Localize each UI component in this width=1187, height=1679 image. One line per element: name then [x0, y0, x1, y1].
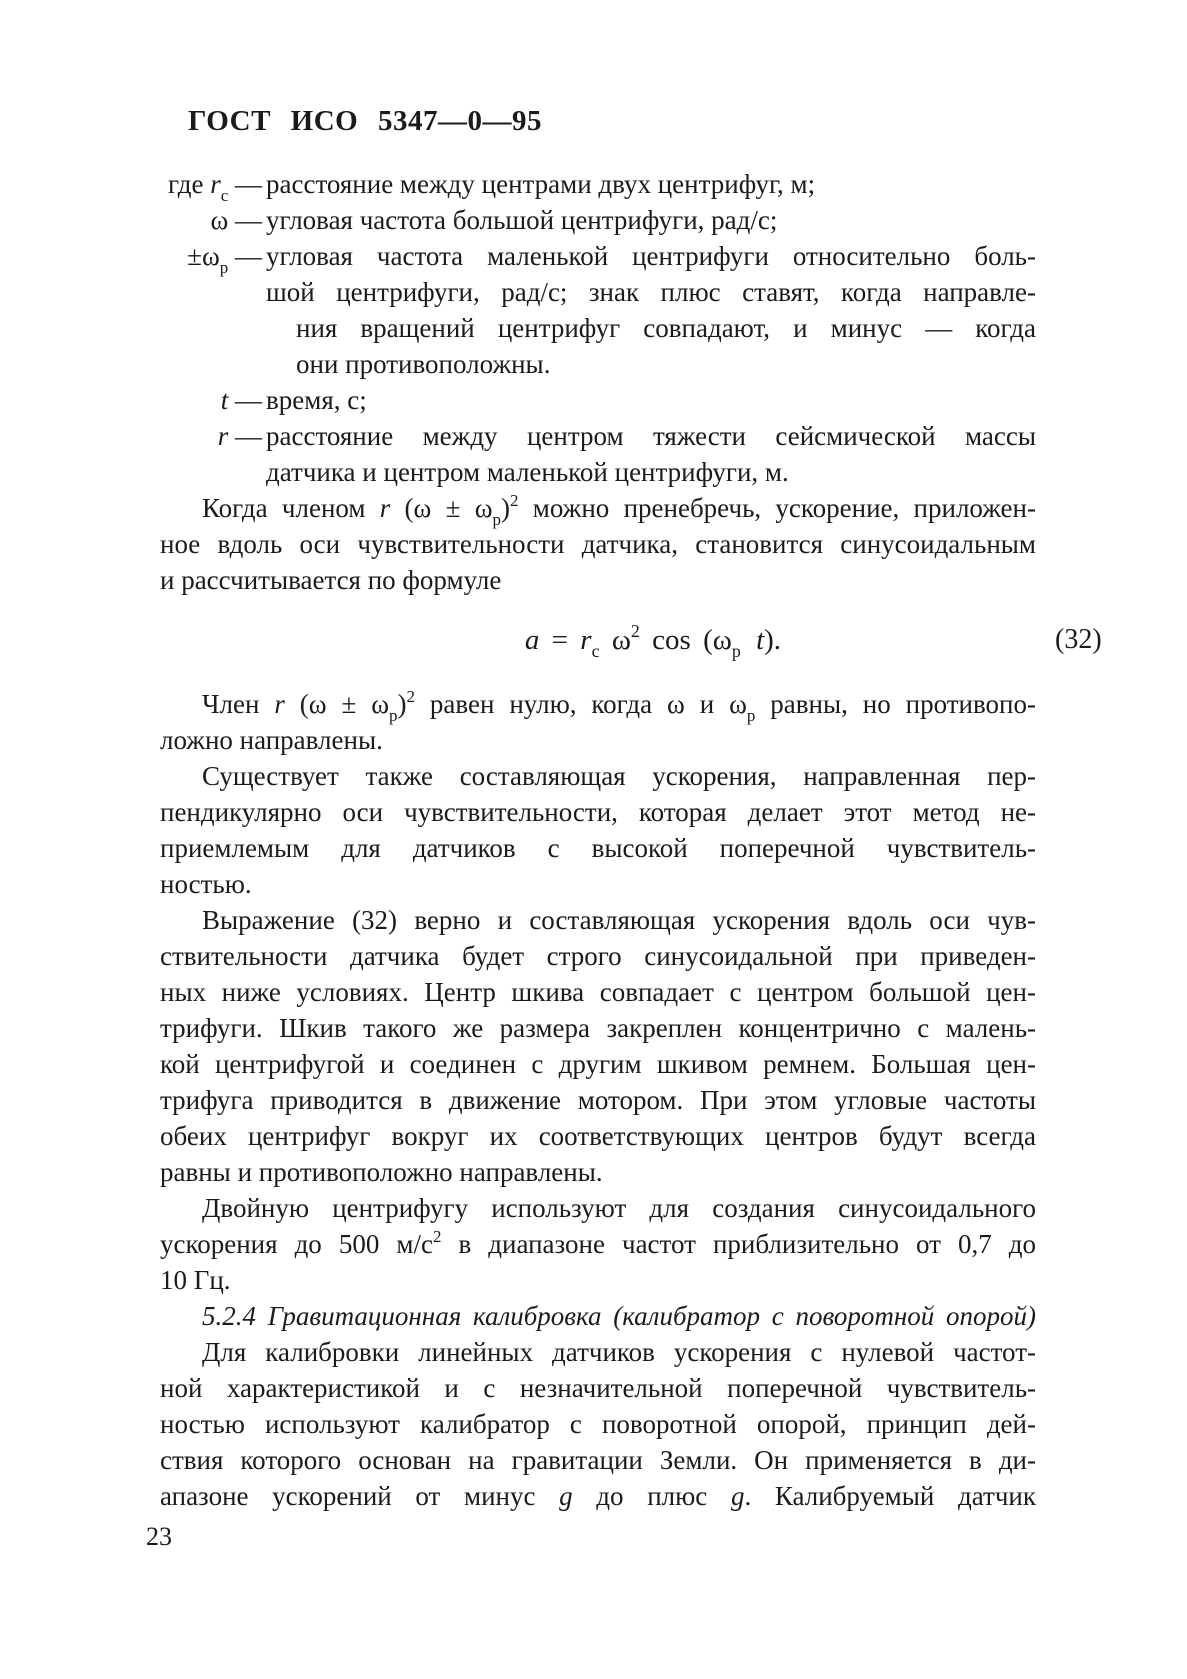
definition-text: расстояние между центром тяжести сейсмической массы — [266, 421, 1036, 451]
standard-code: ГОСТ ИСО 5347—0—95 — [188, 105, 542, 137]
text-line: пендикулярно оси чувствительности, которая делает этот метод не- — [160, 797, 1036, 827]
text-line: равны и противоположно направлены. — [160, 1157, 603, 1187]
text-line: ностью используют калибратор с поворотной опорой, принцип дей- — [160, 1409, 1036, 1439]
definition-term: ω — — [210, 205, 262, 235]
text-line: 10 Гц. — [160, 1265, 231, 1295]
equation-number: (32) — [1055, 624, 1102, 655]
equation-body: $a = r_c$ $\omega^2$ $\cos (\omega_p$ t). — [524, 621, 782, 661]
equation-32 — [160, 620, 1102, 661]
definition-list — [160, 166, 1036, 490]
paragraph-perpendicular-component — [160, 758, 1036, 902]
definition-item-rc — [160, 166, 1036, 205]
text-line: ния вращений центрифуг совпадают, и минус — когда — [296, 313, 1036, 343]
definition-item-omega — [160, 202, 1036, 238]
text-line: ложно направлены. — [160, 725, 383, 755]
text-line: приемлемым для датчиков с высокой поперечной чувствитель- — [160, 833, 1036, 863]
text-line: Существует также составляющая ускорения, направленная пер- — [202, 761, 1036, 791]
text-line: Член r $(\omega \pm \omega_p)^2$ равен нулю, когда ω и $\omega_p$ равны, но противопо- — [202, 687, 1036, 725]
text-line: ных ниже условиях. Центр шкива совпадает с центром большой цен- — [160, 977, 1036, 1007]
definition-text: время, с; — [266, 385, 367, 415]
paragraph-term-negligible — [160, 490, 1036, 598]
definition-term: r — — [217, 421, 262, 451]
definition-term: t — — [220, 385, 262, 415]
definition-item-t — [160, 382, 1036, 418]
definition-item-r — [160, 418, 1036, 454]
text-line: апазоне ускорений от минус g до плюс g. Калибруемый датчик — [160, 1481, 1036, 1511]
paragraph-double-centrifuge — [160, 1190, 1036, 1298]
text-line: кой центрифугой и соединен с другим шкивом ремнем. Большая цен- — [160, 1049, 1036, 1079]
text-line: ное вдоль оси чувствительности датчика, становится синусоидальным — [160, 529, 1036, 559]
paragraph-term-zero — [160, 686, 1036, 758]
text-line: трифуги. Шкив такого же размера закреплен концентрично с малень- — [160, 1013, 1036, 1043]
text-line: трифуга приводится в движение мотором. При этом угловые частоты — [160, 1085, 1036, 1115]
text-line: обеих центрифуг вокруг их соответствующих центров будут всегда — [160, 1121, 1036, 1151]
text-line: Для калибровки линейных датчиков ускорения с нулевой частот- — [202, 1337, 1036, 1367]
paragraph-expression-32 — [160, 902, 1036, 1190]
text-line: Когда членом r $(\omega \pm \omega_p)^2$ можно пренебречь, ускорение, приложен- — [202, 491, 1036, 529]
text-line: ностью. — [160, 869, 252, 899]
text-line: ствия которого основан на гравитации Земли. Он применяется в ди- — [160, 1445, 1036, 1475]
text-line: ускорения до 500 $м/с^2$ в диапазоне частот приблизительно от 0,7 до — [160, 1227, 1037, 1259]
text-line: Выражение (32) верно и составляющая ускорения вдоль оси чув- — [202, 905, 1036, 935]
section-heading-5-2-4: 5.2.4 Гравитационная калибровка (калибратор с поворотной опорой) — [202, 1301, 1037, 1331]
text-line: они противоположны. — [296, 349, 551, 379]
text-line: ствительности датчика будет строго синусоидальной при приведен- — [160, 941, 1036, 971]
text-line: ной характеристикой и с незначительной поперечной чувствитель- — [160, 1373, 1036, 1403]
text-line: Двойную центрифугу используют для создания синусоидального — [202, 1193, 1036, 1223]
definition-text: угловая частота маленькой центрифуги относительно боль- — [266, 241, 1036, 271]
text-line: и рассчитывается по формуле — [160, 565, 502, 595]
text-line: датчика и центром маленькой центрифуги, м. — [266, 457, 789, 487]
definition-term: где $r_c$ — — [167, 169, 262, 205]
body-column — [146, 166, 1102, 1552]
definition-text: расстояние между центрами двух центрифуг, м; — [266, 169, 816, 199]
text-line: шой центрифуги, рад/с; знак плюс ставят, когда направле- — [266, 277, 1036, 307]
definition-text: угловая частота большой центрифуги, рад/с; — [266, 205, 778, 235]
definition-term: $\pm\omega_p$ — — [187, 241, 262, 277]
page-number: 23 — [146, 1522, 172, 1551]
definition-item-omega-p — [160, 238, 1036, 277]
paragraph-gravitational-calibration — [160, 1334, 1036, 1514]
